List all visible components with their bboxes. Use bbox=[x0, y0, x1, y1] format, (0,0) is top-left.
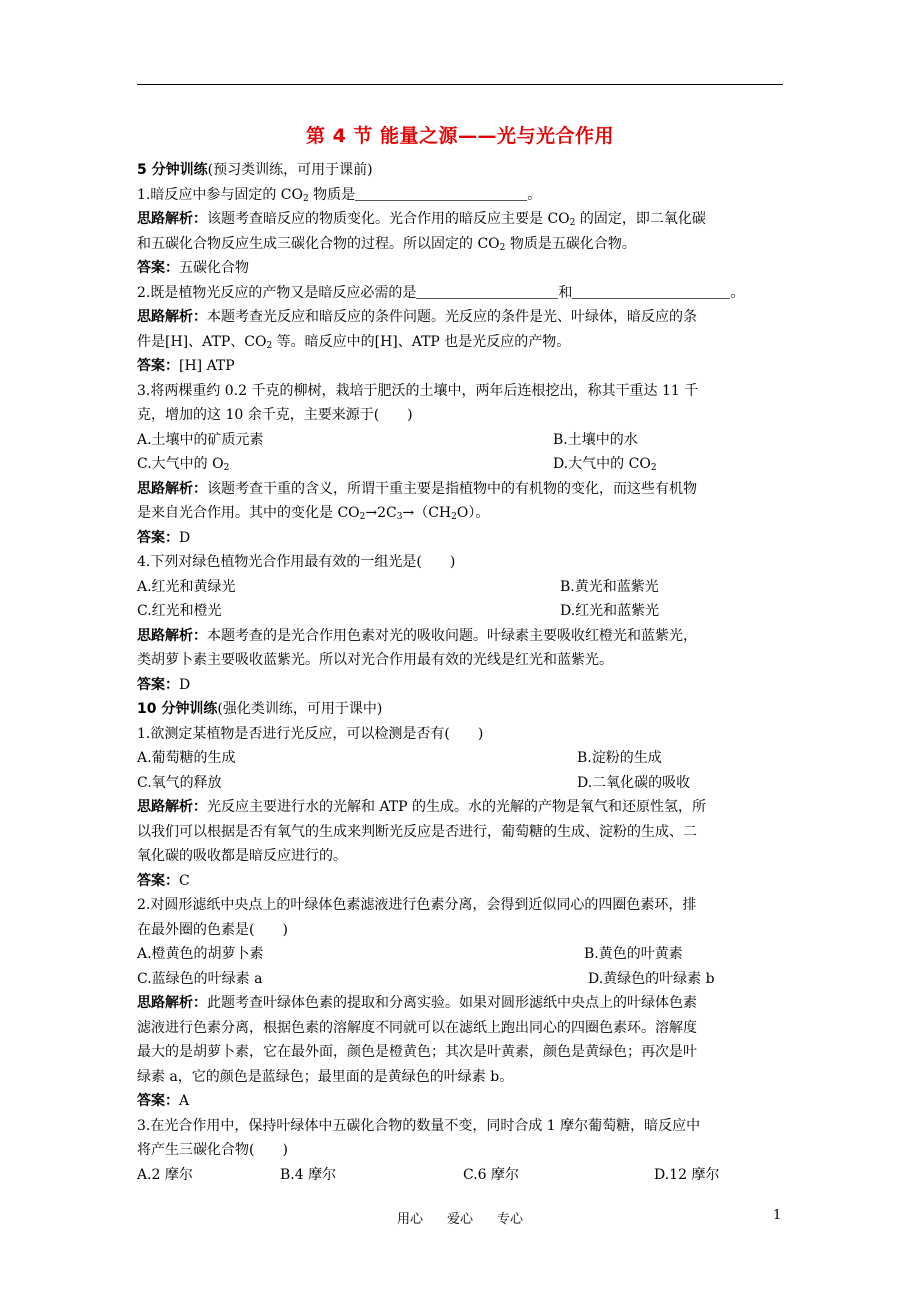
question-p1: 1.欲测定某植物是否进行光反应，可以检测是否有( ) bbox=[137, 725, 484, 742]
analysis-2-line2: 件是[H]、ATP、$CO_2$ 等。暗反应中的[H]、ATP 也是光反应的产物。 bbox=[137, 333, 571, 351]
option-d: D.二氧化碳的吸收 bbox=[577, 774, 691, 791]
question-2: 2.既是植物光反应的产物又是暗反应必需的是 和 。 bbox=[137, 284, 745, 301]
options-4-row1 bbox=[137, 575, 785, 600]
option-b: B.黄光和蓝紫光 bbox=[560, 578, 659, 595]
answer-p2: 答案：A bbox=[137, 1093, 190, 1109]
analysis-1-line1: 思路解析：该题考查暗反应的物质变化。光合作用的暗反应主要是 $CO_2$ 的固定，即二氧化碳 bbox=[137, 211, 706, 228]
answer-blank bbox=[355, 186, 527, 201]
analysis-2-line1: 思路解析：本题考查光反应和暗反应的条件问题。光反应的条件是光、叶绿体，暗反应的条 bbox=[137, 309, 697, 325]
option-a: A.红光和黄绿光 bbox=[137, 578, 236, 595]
question-3-line2: 克，增加的这 10 余千克，主要来源于( ) bbox=[137, 407, 413, 423]
analysis-p1-line2: 以我们可以根据是否有氧气的生成来判断光反应是否进行，葡萄糖的生成、淀粉的生成、二 bbox=[137, 823, 697, 840]
question-p2-line1: 2.对圆形滤纸中央点上的叶绿体色素滤液进行色素分离，会得到近似同心的四圈色素环，排 bbox=[137, 897, 697, 913]
question-3-line1: 3.将两棵重约 0.2 千克的柳树，栽培于肥沃的土壤中，两年后连根挖出，称其干重达 11 千 bbox=[137, 382, 699, 399]
option-c: C.6 摩尔 bbox=[463, 1166, 520, 1183]
answer-blank bbox=[416, 284, 558, 299]
answer-blank bbox=[572, 284, 730, 299]
analysis-p1-line3: 氧化碳的吸收都是暗反应进行的。 bbox=[137, 848, 347, 864]
question-1: 1.暗反应中参与固定的 $CO_2$ 物质是 。 bbox=[137, 186, 542, 204]
document-body bbox=[137, 158, 785, 1187]
answer-3: 答案：D bbox=[137, 529, 191, 546]
options-p2-row1 bbox=[137, 942, 785, 967]
answer-2: 答案：[H] ATP bbox=[137, 358, 235, 374]
options-4-row2 bbox=[137, 599, 785, 624]
option-b: B.土壤中的水 bbox=[553, 431, 638, 448]
option-a: A.土壤中的矿质元素 bbox=[137, 431, 264, 448]
question-p3-line1: 3.在光合作用中，保持叶绿体中五碳化合物的数量不变，同时合成 1 摩尔葡萄糖，暗反应中 bbox=[137, 1117, 701, 1134]
options-p2-row2 bbox=[137, 967, 785, 992]
header-rule bbox=[137, 84, 783, 85]
option-d: D.黄绿色的叶绿素 b bbox=[588, 970, 715, 987]
section-heading-5min: 5 分钟训练(预习类训练，可用于课前) bbox=[137, 162, 373, 178]
options-p1-row1 bbox=[137, 746, 785, 771]
question-p2-line2: 在最外圈的色素是( ) bbox=[137, 921, 288, 938]
options-p1-row2 bbox=[137, 771, 785, 796]
option-d: D.12 摩尔 bbox=[654, 1166, 720, 1183]
analysis-p1-line1: 思路解析：光反应主要进行水的光解和 ATP 的生成。水的光解的产物是氧气和还原性氢，所 bbox=[137, 799, 707, 815]
option-a: A.橙黄色的胡萝卜素 bbox=[137, 946, 264, 962]
page-title: 第 4 节 能量之源——光与光合作用 bbox=[305, 125, 615, 147]
answer-p1: 答案：C bbox=[137, 872, 190, 889]
footer-motto: 用心 爱心 专心 bbox=[396, 1212, 524, 1227]
option-c: C.蓝绿色的叶绿素 a bbox=[137, 970, 263, 987]
option-d: D.大气中的 $CO_2$ bbox=[553, 456, 657, 473]
analysis-3-line1: 思路解析：该题考查干重的含义，所谓干重主要是指植物中的有机物的变化，而这些有机物 bbox=[137, 480, 697, 497]
options-p3-row bbox=[137, 1163, 785, 1188]
analysis-1-line2: 和五碳化合物反应生成三碳化合物的过程。所以固定的 $CO_2$ 物质是五碳化合物。 bbox=[137, 235, 636, 253]
options-3-row1 bbox=[137, 428, 785, 453]
section-heading-10min: 10 分钟训练(强化类训练，可用于课中) bbox=[137, 701, 383, 717]
analysis-p2-line3: 最大的是胡萝卜素，它在最外面，颜色是橙黄色；其次是叶黄素，颜色是黄绿色；再次是叶 bbox=[137, 1044, 697, 1060]
answer-1: 答案：五碳化合物 bbox=[137, 260, 249, 276]
analysis-p2-line2: 滤液进行色素分离，根据色素的溶解度不同就可以在滤纸上跑出同心的四圈色素环。溶解度 bbox=[137, 1019, 697, 1036]
analysis-4-line2: 类胡萝卜素主要吸收蓝紫光。所以对光合作用最有效的光线是红光和蓝紫光。 bbox=[137, 652, 613, 668]
option-b: B.黄色的叶黄素 bbox=[584, 946, 683, 962]
option-c: C.氧气的释放 bbox=[137, 774, 222, 791]
option-b: B.4 摩尔 bbox=[280, 1166, 337, 1183]
options-3-row2 bbox=[137, 452, 785, 477]
page-number: 1 bbox=[773, 1208, 782, 1223]
answer-4: 答案：D bbox=[137, 676, 191, 693]
option-a: A.葡萄糖的生成 bbox=[137, 750, 236, 766]
option-c: C.大气中的 $O_2$ bbox=[137, 456, 230, 473]
question-p3-line2: 将产生三碳化合物( ) bbox=[137, 1142, 288, 1158]
analysis-4-line1: 思路解析：本题考查的是光合作用色素对光的吸收问题。叶绿素主要吸收红橙光和蓝紫光， bbox=[137, 627, 697, 644]
analysis-p2-line1: 思路解析：此题考查叶绿体色素的提取和分离实验。如果对圆形滤纸中央点上的叶绿体色素 bbox=[137, 995, 697, 1011]
option-c: C.红光和橙光 bbox=[137, 603, 222, 619]
option-d: D.红光和蓝紫光 bbox=[560, 603, 660, 619]
option-b: B.淀粉的生成 bbox=[577, 750, 662, 766]
analysis-p2-line4: 绿素 a，它的颜色是蓝绿色；最里面的是黄绿色的叶绿素 b。 bbox=[137, 1068, 514, 1085]
question-4: 4.下列对绿色植物光合作用最有效的一组光是( ) bbox=[137, 554, 456, 570]
analysis-3-line2: 是来自光合作用。其中的变化是 $CO_2\to 2C_3\to(CH_2O)$。 bbox=[137, 505, 490, 522]
option-a: A.2 摩尔 bbox=[137, 1166, 193, 1183]
